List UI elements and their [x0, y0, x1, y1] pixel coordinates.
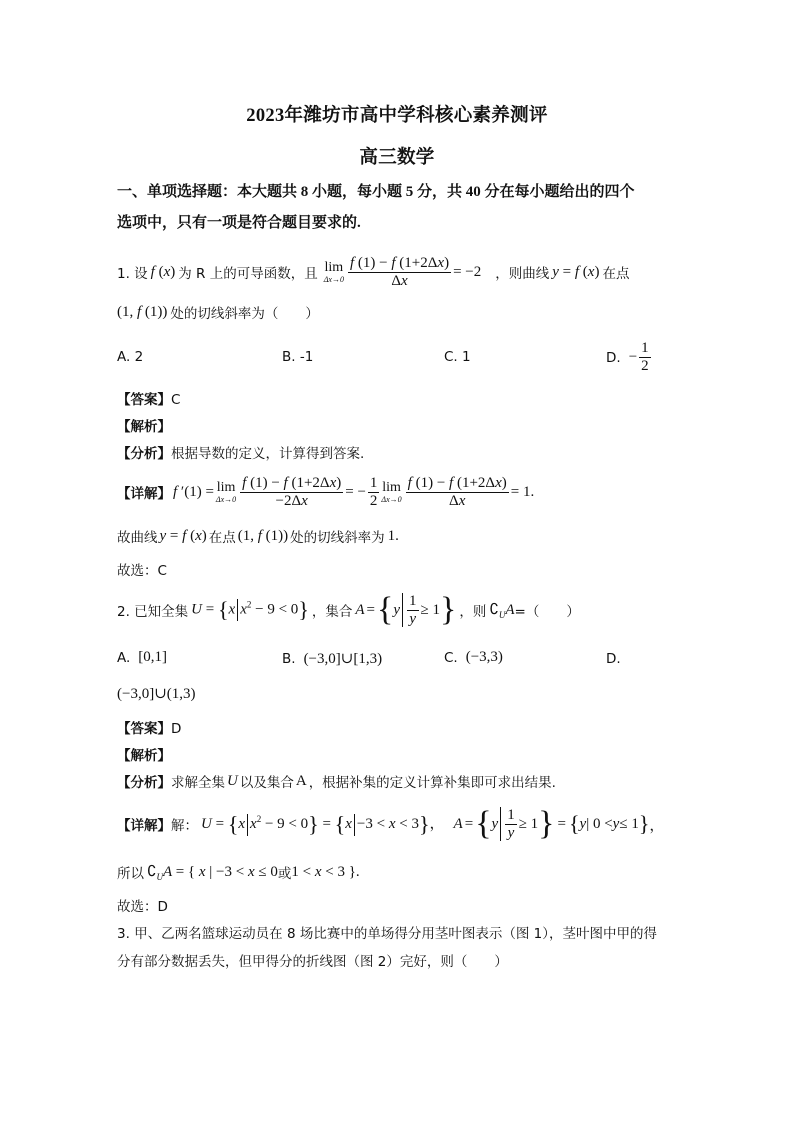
q1-option-d[interactable] [606, 340, 653, 375]
q2-u-solved: U = {x $x^2 - 9 < 0\} = \{x -3 < x < 3\}$， [201, 811, 445, 837]
q1-lim-b: lim Δx→0 [381, 480, 402, 504]
q1-number: 1. 设 [117, 266, 148, 282]
q1-conclusion-point: (1, f (1)) [237, 527, 289, 544]
q2-jie: 解： [171, 818, 198, 834]
q1-half: $\frac{1}{2}$ [369, 474, 378, 509]
section-heading-line2: 选项中，只有一项是符合题目要求的. [117, 215, 361, 231]
q2-jiexi-tag: 【解析】 [117, 748, 171, 764]
q2-fenxi-a-set: A [295, 772, 307, 789]
q2-xiangjie-tag: 【详解】 [117, 818, 171, 834]
q1-fprime: f ′(1) = [173, 483, 214, 500]
q2-xiangjie [117, 804, 664, 844]
page-title: 2023年潍坊市高中学科核心素养测评 [246, 106, 548, 126]
q3-stem-line1: 3. 甲、乙两名篮球运动员在 8 场比赛中的单场得分用茎叶图表示（图 1），茎叶图中甲的得 [117, 926, 657, 942]
q1-option-a[interactable]: A. 2 [117, 349, 144, 365]
q1-lim-a: lim Δx→0 [215, 480, 237, 504]
q2-huo: 或 [277, 866, 292, 882]
q1-frac-b: $\frac{f (1) - f (1+2\Delta x)}{\Delta x}$ [407, 474, 507, 509]
q2-option-c-value: (−3,3) [465, 649, 503, 665]
q1-fenxi [117, 442, 364, 462]
q2-a-solved: A = { y $\frac{1}{y}$ ≥ 1 } = { y | 0 < y ≤ 1 } ， [453, 805, 665, 842]
q1-equals: = −2 [453, 263, 482, 280]
q1-xiangjie [117, 472, 534, 512]
q2-set-u: U = {x $x^2 - 9 < 0$} [191, 597, 309, 622]
q1-conclusion-curve: y = f (x) [159, 527, 207, 544]
q1-option-d-minus: − [628, 349, 638, 365]
q1-fenxi-tag: 【分析】 [117, 446, 171, 462]
q1-guxuan: 故选：C [117, 563, 167, 579]
q1-limit: lim Δx→0 [323, 260, 344, 284]
q2-result-set: $∁_UA$ = { x | −3 < x ≤ 0 [147, 864, 278, 882]
q1-conclusion-a: 故曲线 [117, 530, 158, 546]
q2-answer [117, 717, 181, 737]
q2-complement: $∁_UA$ [489, 602, 515, 620]
section-heading-line1: 一、单项选择题：本大题共 8 小题，每小题 5 分，共 40 分在每小题给出的四个 [117, 184, 635, 200]
q3-stem-line2: 分有部分数据丢失，但甲得分的折线图（图 2）完好，则（ ） [117, 954, 508, 970]
q1-answer-tag: 【答案】 [117, 392, 171, 408]
q1-fraction: $\frac{f (1) - f (1+2\Delta x)}{\Delta x}$ [349, 254, 450, 289]
q1-text-curve: ，则曲线 [495, 266, 550, 282]
q2-answer-tag: 【答案】 [117, 721, 171, 737]
q2-answer-value: D [171, 721, 182, 737]
q1-conclusion-b: 在点 [208, 530, 236, 546]
q1-answer [117, 388, 180, 408]
q2-result-set-b: 1 < x < 3 }. [291, 863, 360, 880]
page-subtitle: 高三数学 [359, 148, 435, 168]
q1-answer-value: C [171, 392, 181, 408]
q1-conclusion-d: 1. [387, 527, 399, 544]
q1-fenxi-text: 根据导数的定义，计算得到答案. [171, 446, 365, 462]
q1-curve-eq: y = f (x) [552, 263, 600, 280]
q2-suoyi-text: 所以 [117, 866, 144, 882]
q1-point: (1, f (1)) [117, 303, 168, 320]
q1-option-d-value: $\frac{1}{2}$ [641, 340, 649, 374]
q2-fenxi-b: 以及集合 [239, 775, 294, 791]
q1-jiexi-tag: 【解析】 [117, 419, 171, 435]
q2-fenxi-tag: 【分析】 [117, 775, 171, 791]
q2-stem [117, 590, 580, 630]
q2-option-a-value: [0,1] [138, 649, 168, 665]
q1-result: = 1. [510, 483, 535, 500]
q2-option-b-label: B. [282, 650, 296, 667]
q2-text-end: =（ ） [514, 604, 580, 620]
q1-frac-a: $\frac{f (1) - f (1+2\Delta x)}{-2\Delta x}$ [242, 474, 342, 509]
q2-suoyi [117, 862, 360, 882]
q2-option-a-label: A. [117, 649, 131, 666]
q1-fx: f (x) [150, 263, 176, 280]
q1-conclusion-c: 处的切线斜率为 [290, 530, 385, 546]
q1-option-d-label: D. [606, 349, 621, 366]
q2-option-a[interactable] [117, 649, 167, 666]
q2-fenxi-c: ，根据补集的定义计算补集即可求出结果. [308, 775, 556, 791]
q1-eq-b: = − [345, 483, 366, 500]
q2-number: 2. 已知全集 [117, 604, 189, 620]
q2-guxuan: 故选：D [117, 899, 168, 915]
q2-option-d-value: (−3,0]∪(1,3) [117, 686, 196, 702]
q1-option-c[interactable]: C. 1 [444, 349, 471, 365]
q2-option-c-label: C. [444, 649, 458, 666]
q2-set-a: A = { y $\frac{1}{y}$ ≥ 1 } [355, 591, 457, 628]
q1-conclusion [117, 526, 399, 546]
q1-stem-line2 [117, 302, 319, 322]
q1-option-b[interactable]: B. -1 [282, 349, 314, 365]
q1-stem-line1 [117, 252, 629, 292]
q1-text-at: 在点 [602, 266, 630, 282]
q2-option-b-value: (−3,0]∪[1,3) [303, 651, 383, 667]
q1-xiangjie-tag: 【详解】 [117, 486, 171, 502]
q1-text-slope: 处的切线斜率为（ ） [170, 306, 319, 322]
q2-fenxi [117, 771, 556, 791]
q2-text-then: ，则 [459, 604, 487, 620]
q2-text-set: ，集合 [311, 604, 353, 620]
q2-option-c[interactable] [444, 649, 503, 666]
q2-option-b[interactable] [282, 649, 382, 668]
q2-fenxi-a: 求解全集 [171, 775, 225, 791]
q2-option-d[interactable]: D. [606, 651, 621, 667]
q2-fenxi-u: U [227, 772, 238, 789]
q1-text-for-r: 为 R 上的可导函数，且 [178, 266, 318, 282]
